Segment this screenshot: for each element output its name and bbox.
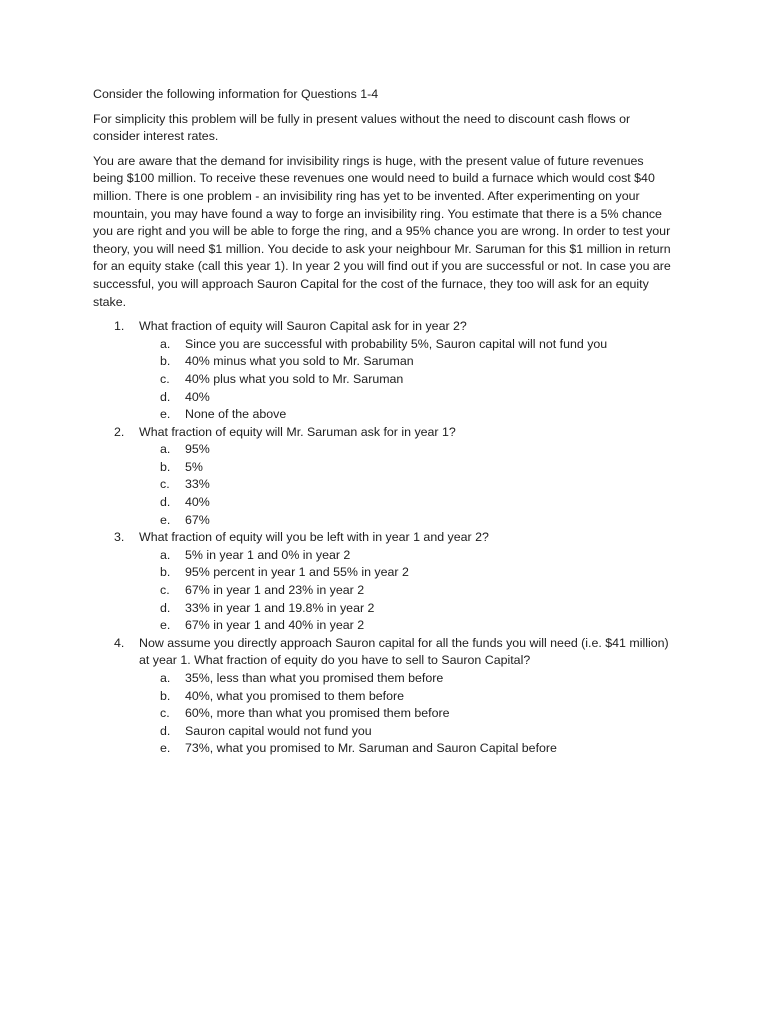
question-2 (93, 424, 673, 530)
option-item (139, 600, 673, 618)
question-number: 2. (114, 424, 125, 439)
option-text: 35%, less than what you promised them before (185, 671, 444, 685)
option-letter: c. (160, 583, 170, 598)
option-text: 40% (185, 495, 210, 510)
option-item (139, 670, 673, 688)
option-list (139, 547, 673, 635)
question-number: 1. (114, 319, 125, 334)
option-item (139, 389, 673, 407)
option-item (139, 564, 673, 582)
option-text: 33% in year 1 and 19.8% in year 2 (185, 600, 375, 615)
question-text: What fraction of equity will Sauron Capital ask for in year 2? (139, 319, 467, 334)
option-text: 40% plus what you sold to Mr. Saruman (185, 371, 404, 386)
option-text: Sauron capital would not fund you (185, 723, 372, 738)
option-text: 67% in year 1 and 40% in year 2 (185, 618, 365, 633)
option-letter: d. (160, 723, 171, 738)
option-text: 95% percent in year 1 and 55% in year 2 (185, 565, 409, 580)
option-letter: c. (160, 371, 170, 386)
option-text: 5% (185, 459, 203, 474)
option-item (139, 617, 673, 635)
option-item (139, 547, 673, 565)
option-letter: c. (160, 477, 170, 492)
option-letter: a. (160, 547, 171, 562)
option-letter: a. (160, 671, 171, 685)
document-page (93, 86, 673, 758)
option-item (139, 459, 673, 477)
option-list (139, 441, 673, 529)
option-text: None of the above (185, 407, 287, 422)
question-number: 3. (114, 530, 125, 545)
option-letter: b. (160, 459, 171, 474)
option-text: 40% (185, 389, 210, 404)
option-text: Since you are successful with probability 5%, Sauron capital will not fund you (185, 336, 608, 351)
question-text: Now assume you directly approach Sauron capital for all the funds you will need (i.e. $41 million) at year 1. What fraction of equity do you have to sell to Sauron Capital? (139, 635, 669, 668)
option-item (139, 371, 673, 389)
option-item (139, 582, 673, 600)
option-letter: d. (160, 389, 171, 404)
option-text: 67% (185, 512, 210, 527)
question-text: What fraction of equity will you be left with in year 1 and year 2? (139, 530, 489, 545)
option-item (139, 353, 673, 371)
option-item (139, 336, 673, 354)
question-number: 4. (114, 635, 125, 650)
option-item (139, 512, 673, 530)
option-letter: e. (160, 407, 171, 422)
option-list (139, 670, 673, 758)
option-text: 60%, more than what you promised them before (185, 706, 450, 721)
question-1 (93, 318, 673, 424)
option-letter: d. (160, 600, 171, 615)
option-text: 95% (185, 442, 210, 457)
simplicity-paragraph: For simplicity this problem will be fully in present values without the need to discount cash flows or consider interest rates. (93, 111, 631, 144)
option-text: 40% minus what you sold to Mr. Saruman (185, 354, 414, 369)
option-letter: a. (160, 442, 171, 457)
option-text: 73%, what you promised to Mr. Saruman and Sauron Capital before (185, 741, 557, 756)
option-item (139, 494, 673, 512)
intro-line: Consider the following information for Questions 1-4 (93, 87, 379, 101)
option-item (139, 476, 673, 494)
option-list (139, 336, 673, 424)
option-letter: b. (160, 354, 171, 369)
option-letter: e. (160, 618, 171, 633)
option-letter: b. (160, 565, 171, 580)
option-letter: d. (160, 495, 171, 510)
option-item (139, 441, 673, 459)
option-text: 40%, what you promised to them before (185, 688, 405, 703)
option-item (139, 688, 673, 706)
option-letter: e. (160, 512, 171, 527)
scenario-paragraph: You are aware that the demand for invisibility rings is huge, with the present value of future revenues being $100 million. To receive these revenues one would need to build a furnace which would cost $40 million. There is one problem - an invisibility ring has yet to be invented. After experimenting on your mountain, you may have found a way to forge an invisibility ring. You estimate that there is a 5% chance you are right and you will be able to forge the ring, and a 95% chance you are wrong. In order to test your theory, you will need $1 million. You decide to ask your neighbour Mr. Saruman for this $1 million in return for an equity stake (call this year 1). In year 2 you will find out if you are successful or not. In case you are successful, you will approach Sauron Capital for the cost of the furnace, they too will ask for an equity stake. (93, 153, 671, 309)
option-letter: c. (160, 706, 170, 721)
option-item (139, 406, 673, 424)
question-4 (93, 635, 673, 758)
option-item (139, 740, 673, 758)
option-item (139, 705, 673, 723)
option-text: 67% in year 1 and 23% in year 2 (185, 583, 365, 598)
question-3 (93, 529, 673, 635)
option-letter: b. (160, 688, 171, 703)
option-text: 5% in year 1 and 0% in year 2 (185, 547, 351, 562)
option-letter: a. (160, 336, 171, 351)
question-text: What fraction of equity will Mr. Saruman ask for in year 1? (139, 424, 456, 439)
option-letter: e. (160, 741, 171, 756)
question-list (93, 318, 673, 758)
option-text: 33% (185, 477, 210, 492)
option-item (139, 723, 673, 741)
